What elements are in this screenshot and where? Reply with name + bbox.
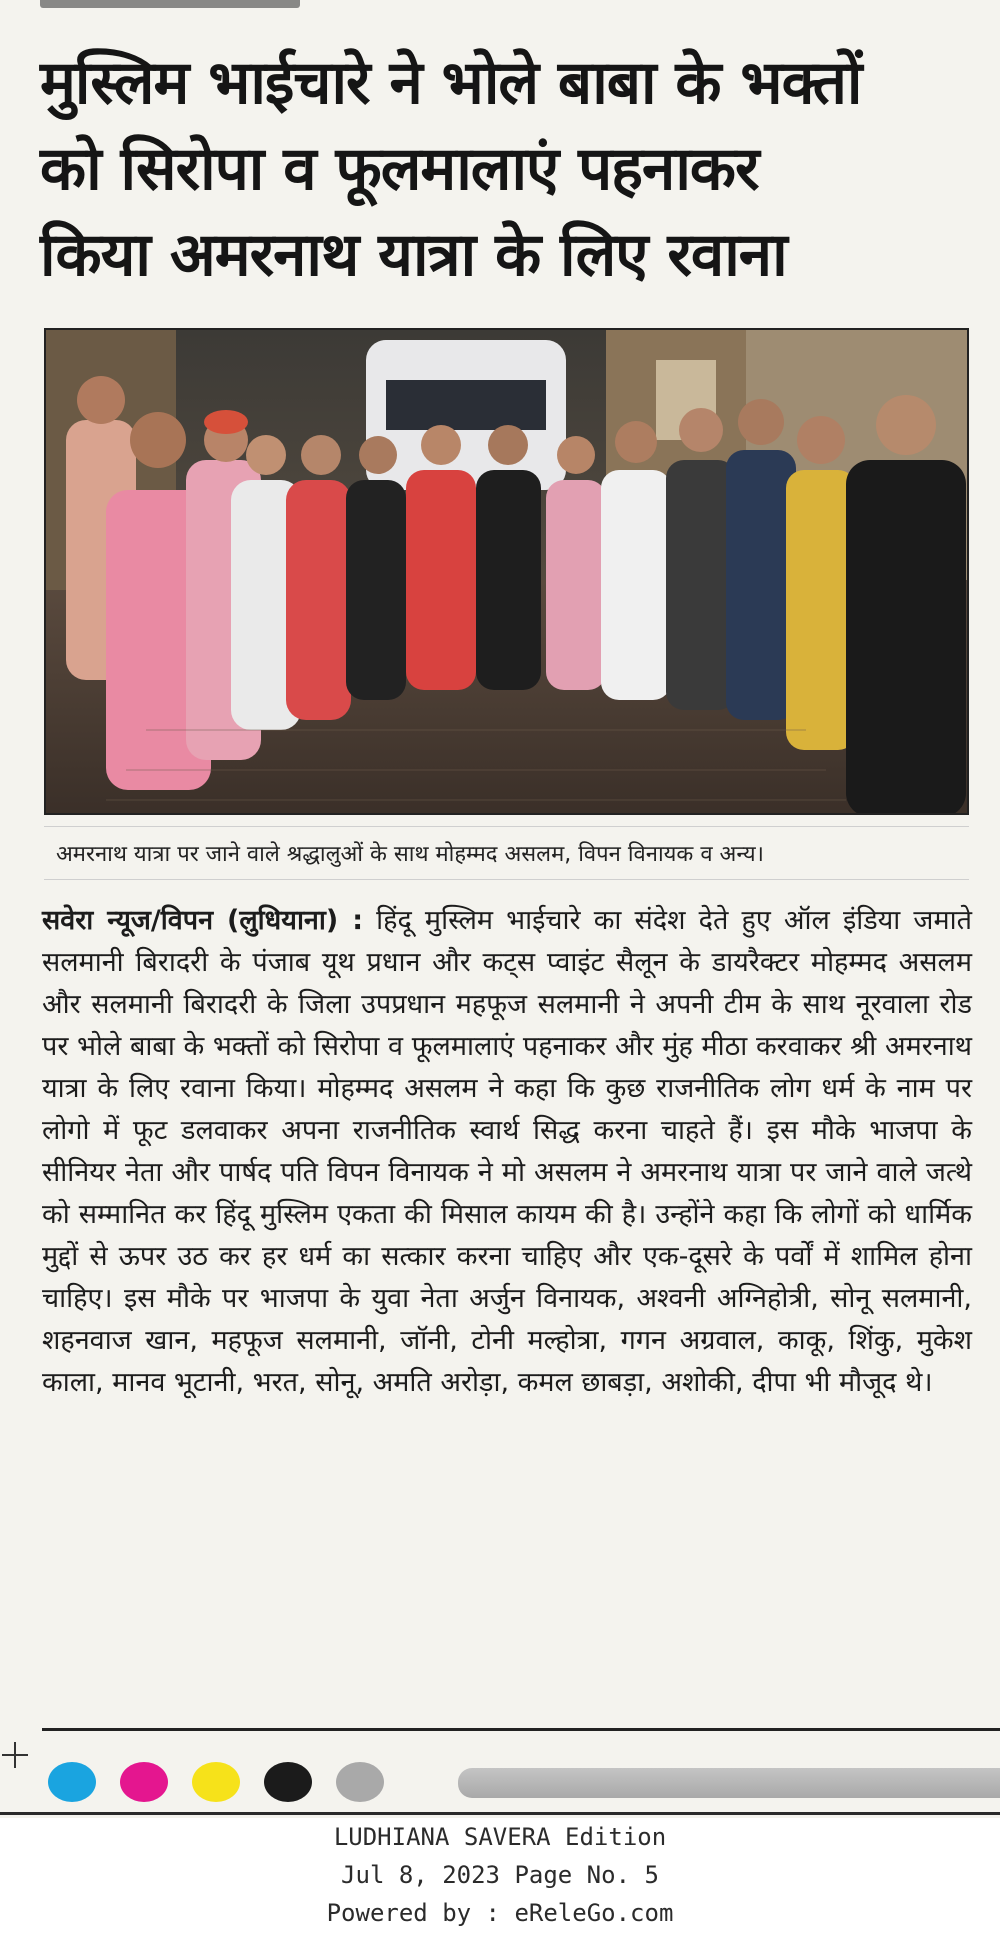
- grey-color-swatch: [336, 1762, 384, 1802]
- footer-powered-by: Powered by : eReleGo.com: [326, 1899, 674, 1927]
- footer-rule: [0, 1812, 1000, 1815]
- photo-caption: अमरनाथ यात्रा पर जाने वाले श्रद्धालुओं के साथ मोहम्मद असलम, विपन विनायक व अन्य।: [56, 842, 764, 867]
- registration-mark-icon: [2, 1742, 28, 1768]
- magenta-color-swatch: [120, 1762, 168, 1802]
- footer-date-page: Jul 8, 2023 Page No. 5: [341, 1861, 659, 1889]
- headline: [40, 40, 970, 298]
- news-photo: [44, 328, 969, 815]
- headline-line-3: किया अमरनाथ यात्रा के लिए रवाना: [40, 220, 787, 290]
- group-photo-illustration: [46, 330, 969, 815]
- yellow-color-swatch: [192, 1762, 240, 1802]
- cyan-color-swatch: [48, 1762, 96, 1802]
- headline-line-2: को सिरोपा व फूलमालाएं पहनाकर: [40, 134, 759, 204]
- article-text: हिंदू मुस्लिम भाईचारे का संदेश देते हुए ऑल इंडिया जमाते सलमानी बिरादरी के पंजाब यूथ प्रधान और कट्स प्वाइंट सैलून के डायरैक्टर मोहम्मद असलम और सलमानी बिरादरी के जिला उपप्रधान महफूज सलमानी ने अपनी टीम के साथ नूरवाला रोड पर भोले बाबा के भक्तों को सिरोपा व फूलमालाएं पहनाकर और मुंह मीठा करवाकर श्री अमरनाथ यात्रा के लिए रवाना किया। मोहम्मद असलम ने कहा कि कुछ राजनीतिक लोग धर्म के नाम पर लोगो में फूट डलवाकर अपना राजनीतिक स्वार्थ सिद्ध करना चाहते हैं। इस मौके भाजपा के सीनियर नेता और पार्षद पति विपन विनायक ने मो असलम ने अमरनाथ यात्रा पर जाने वाले जत्थे को सम्मानित कर हिंदू मुस्लिम एकता की मिसाल कायम की है। उन्होंने कहा कि लोगों को धार्मिक मुद्दों से ऊपर उठ कर हर धर्म का सत्कार करना चाहिए और एक-दूसरे के पर्वों में शामिल होना चाहिए। इस मौके पर भाजपा के युवा नेता अर्जुन विनायक, अश्वनी अग्निहोत्री, सोनू सलमानी, शहनवाज खान, महफूज सलमानी, जॉनी, टोनी मल्होत्रा, गगन अग्रवाल, काकू, शिंकु, मुकेश काला, मानव भूटानी, भरत, सोनू, अमति अरोड़ा, कमल छाबड़ा, अशोकी, दीपा भी मौजूद थे।: [42, 905, 972, 1398]
- black-color-swatch: [264, 1762, 312, 1802]
- headline-line-1: मुस्लिम भाईचारे ने भोले बाबा के भक्तों: [40, 48, 862, 118]
- clipped-previous-headline: [40, 0, 300, 8]
- article-body: [42, 900, 972, 1404]
- footer-edition: LUDHIANA SAVERA Edition: [333, 1823, 667, 1851]
- article-dateline: सवेरा न्यूज/विपन (लुधियाना) :: [42, 905, 363, 936]
- grey-tone-bar: [458, 1768, 1000, 1798]
- photo-caption-bar: [44, 826, 969, 880]
- article-end-rule: [42, 1728, 1000, 1731]
- edition-footer: [0, 1818, 1000, 1935]
